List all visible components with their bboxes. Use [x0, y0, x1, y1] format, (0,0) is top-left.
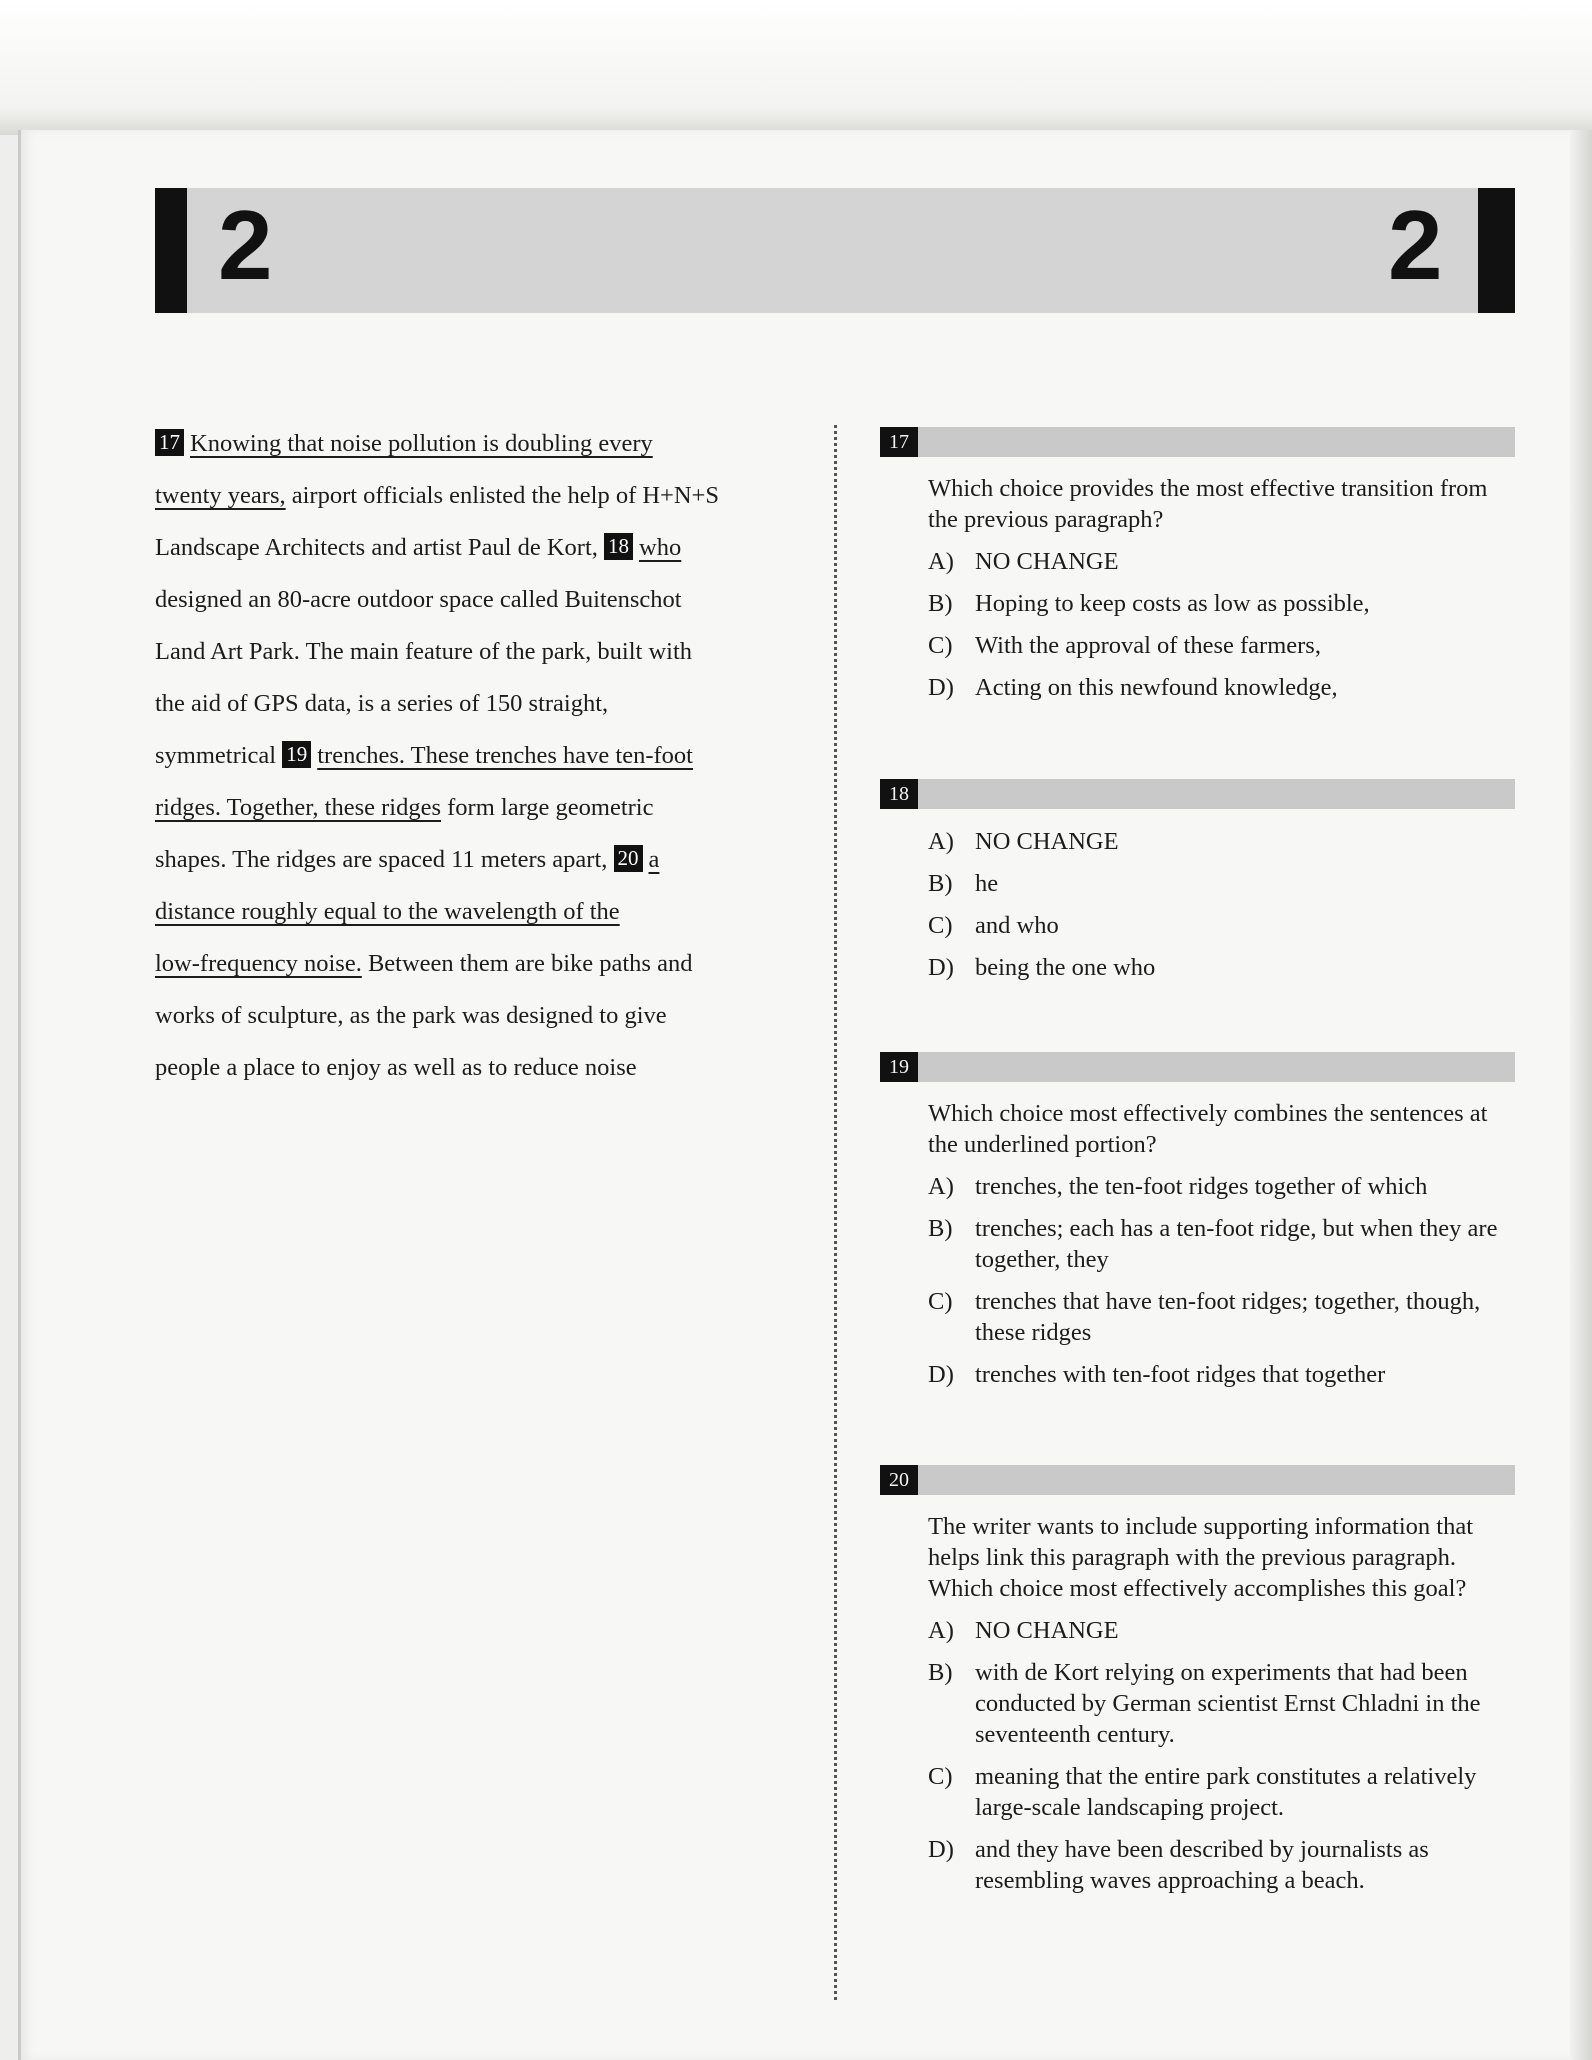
- passage-line: [155, 418, 775, 470]
- page-edge-shadow: [1570, 130, 1592, 2060]
- answer-option-a[interactable]: A) NO CHANGE: [928, 548, 1119, 575]
- section-marker-bar-right: [1478, 188, 1515, 313]
- underlined-portion-18: who: [639, 534, 682, 561]
- passage-text-run: symmetrical: [155, 742, 283, 769]
- passage-line: designed an 80-acre outdoor space called Buitenschot: [155, 586, 682, 613]
- answer-option-a[interactable]: A) NO CHANGE: [928, 1617, 1119, 1644]
- answer-option-d[interactable]: D) and they have been described by journalists as resembling waves approaching a beach.: [928, 1836, 1429, 1894]
- question-header-17: [880, 427, 1515, 457]
- underlined-portion-19-cont: ridges. Together, these ridges: [155, 794, 442, 821]
- question-18: [928, 826, 1508, 994]
- underlined-portion-17-cont: twenty years,: [155, 482, 286, 509]
- section-number-right: 2: [1388, 190, 1443, 300]
- question-stem: Which choice provides the most effective transition from the previous paragraph?: [928, 475, 1488, 533]
- answer-option-c[interactable]: C) With the approval of these farmers,: [928, 632, 1321, 659]
- answer-option-c[interactable]: C) meaning that the entire park constitutes a relatively large-scale landscaping project.: [928, 1763, 1477, 1821]
- answer-option-b[interactable]: B) he: [928, 870, 999, 897]
- question-marker-20[interactable]: 20: [614, 845, 643, 872]
- passage-line: [155, 886, 775, 938]
- question-header-18: [880, 779, 1515, 809]
- question-stem: The writer wants to include supporting information that helps link this paragraph with the previous paragraph. Which choice most effectively accomplishes this goal?: [928, 1513, 1474, 1602]
- passage-line: works of sculpture, as the park was designed to give: [155, 1002, 667, 1029]
- answer-option-c[interactable]: C) and who: [928, 912, 1059, 939]
- passage-text: [155, 418, 775, 1094]
- underlined-portion-20-end: low-frequency noise.: [155, 950, 362, 977]
- section-marker-bar-left: [155, 188, 187, 313]
- question-header-20: [880, 1465, 1515, 1495]
- underlined-portion-17: Knowing that noise pollution is doubling every: [190, 430, 653, 457]
- answer-option-b[interactable]: B) Hoping to keep costs as low as possible,: [928, 590, 1370, 617]
- answer-option-d[interactable]: D) trenches with ten-foot ridges that together: [928, 1361, 1386, 1388]
- passage-text-run: airport officials enlisted the help of H+N+S: [285, 482, 720, 509]
- question-number-17: 17: [880, 427, 918, 457]
- passage-line: [155, 730, 775, 782]
- passage-line: people a place to enjoy as well as to reduce noise: [155, 1054, 637, 1081]
- passage-line: the aid of GPS data, is a series of 150 straight,: [155, 690, 609, 717]
- column-divider: [834, 425, 837, 2000]
- passage-text-run: Between them are bike paths and: [361, 950, 693, 977]
- passage-line: [155, 938, 775, 990]
- question-17: [928, 473, 1508, 714]
- question-number-18: 18: [880, 779, 918, 809]
- passage-line: Land Art Park. The main feature of the park, built with: [155, 638, 693, 665]
- answer-option-d[interactable]: D) Acting on this newfound knowledge,: [928, 674, 1338, 701]
- question-marker-19[interactable]: 19: [282, 741, 311, 768]
- passage-text-run: form large geometric: [441, 794, 654, 821]
- question-marker-17[interactable]: 17: [155, 429, 184, 456]
- question-header-19: [880, 1052, 1515, 1082]
- question-number-19: 19: [880, 1052, 918, 1082]
- question-stem: Which choice most effectively combines the sentences at the underlined portion?: [928, 1100, 1488, 1158]
- passage-text-run: Landscape Architects and artist Paul de Kort,: [155, 534, 605, 561]
- underlined-portion-19: trenches. These trenches have ten-foot: [317, 742, 693, 769]
- answer-option-b[interactable]: B) with de Kort relying on experiments that had been conducted by German scientist Ernst Chladni in the seventeenth century.: [928, 1659, 1481, 1748]
- scan-top-margin: [0, 0, 1592, 135]
- underlined-portion-20: a: [648, 846, 660, 873]
- section-number-left: 2: [218, 190, 273, 300]
- question-number-20: 20: [880, 1465, 918, 1495]
- passage-line: [155, 834, 775, 886]
- answer-option-b[interactable]: B) trenches; each has a ten-foot ridge, but when they are together, they: [928, 1215, 1498, 1273]
- question-marker-18[interactable]: 18: [604, 533, 633, 560]
- section-header-band: [155, 188, 1515, 313]
- answer-option-c[interactable]: C) trenches that have ten-foot ridges; together, though, these ridges: [928, 1288, 1481, 1346]
- passage-line: [155, 522, 775, 574]
- answer-option-d[interactable]: D) being the one who: [928, 954, 1156, 981]
- passage-line: [155, 782, 775, 834]
- underlined-portion-20-cont: distance roughly equal to the wavelength of the: [155, 898, 620, 925]
- question-19: [928, 1098, 1508, 1401]
- answer-option-a[interactable]: A) NO CHANGE: [928, 828, 1119, 855]
- question-20: [928, 1511, 1508, 1907]
- passage-text-run: shapes. The ridges are spaced 11 meters apart,: [155, 846, 614, 873]
- answer-option-a[interactable]: A) trenches, the ten-foot ridges together of which: [928, 1173, 1428, 1200]
- passage-line: [155, 470, 775, 522]
